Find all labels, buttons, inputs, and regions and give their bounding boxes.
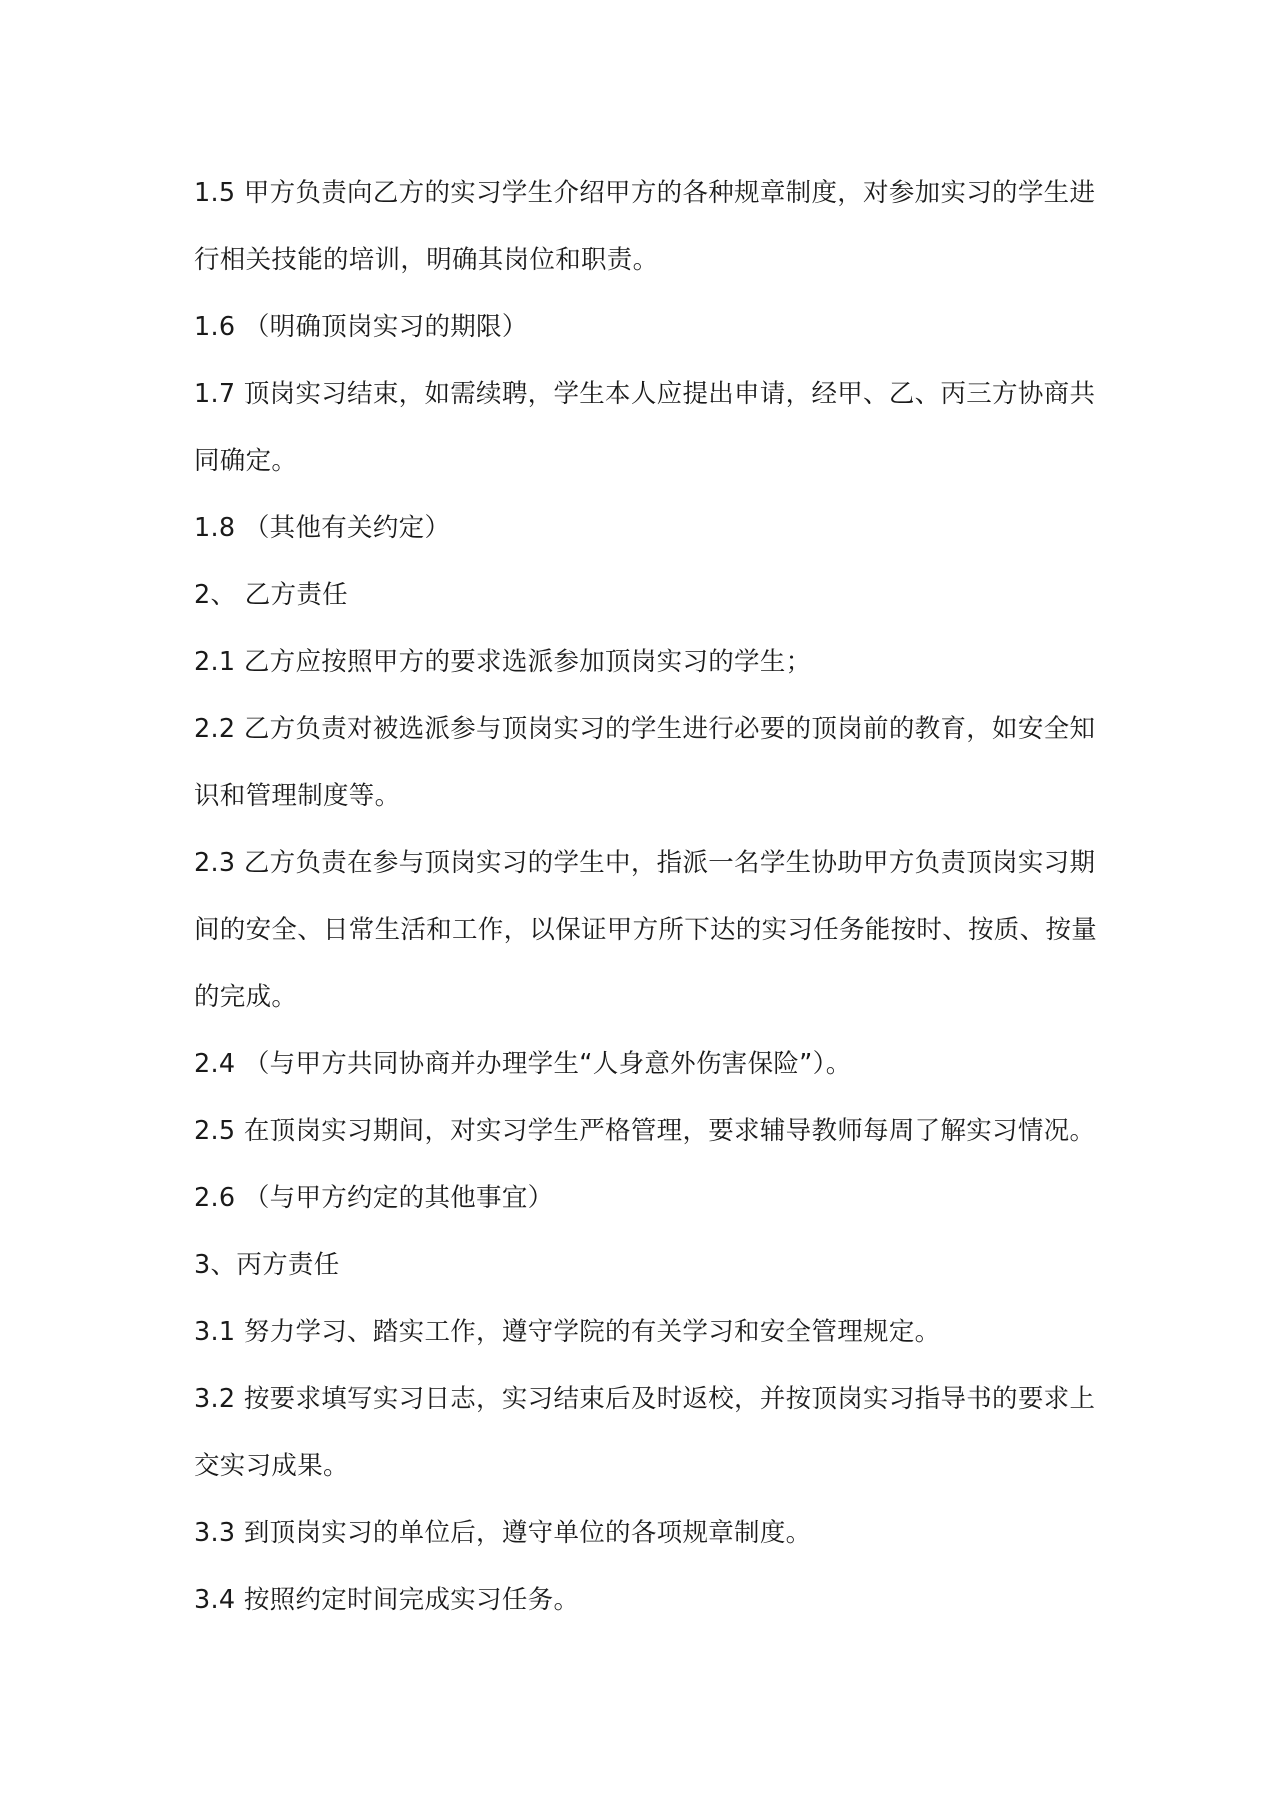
- text-line: 3.4 按照约定时间完成实习任务。: [194, 1585, 580, 1615]
- text-line: 的完成。: [194, 982, 298, 1012]
- text-line: 2.2 乙方负责对被选派参与顶岗实习的学生进行必要的顶岗前的教育，如安全知: [194, 714, 1096, 744]
- text-line: 1.5 甲方负责向乙方的实习学生介绍甲方的各种规章制度，对参加实习的学生进: [194, 178, 1096, 208]
- text-line: 1.7 顶岗实习结束，如需续聘，学生本人应提出申请，经甲、乙、丙三方协商共: [194, 379, 1096, 409]
- text-line: 2.3 乙方负责在参与顶岗实习的学生中，指派一名学生协助甲方负责顶岗实习期: [194, 848, 1096, 878]
- text-line: 交实习成果。: [194, 1451, 349, 1481]
- text-line: 3.1 努力学习、踏实工作，遵守学院的有关学习和安全管理规定。: [194, 1317, 941, 1347]
- text-line: 1.8 （其他有关约定）: [194, 513, 451, 543]
- text-line: 3.2 按要求填写实习日志，实习结束后及时返校，并按顶岗实习指导书的要求上: [194, 1384, 1096, 1414]
- document-body: [194, 160, 1098, 1634]
- text-line: 同确定。: [194, 446, 298, 476]
- text-line: 3.3 到顶岗实习的单位后，遵守单位的各项规章制度。: [194, 1518, 812, 1548]
- text-line: 行相关技能的培训，明确其岗位和职责。: [194, 245, 659, 275]
- text-line: 2.1 乙方应按照甲方的要求选派参加顶岗实习的学生；: [194, 647, 812, 677]
- text-line: 间的安全、日常生活和工作，以保证甲方所下达的实习任务能按时、按质、按量: [194, 915, 1098, 945]
- text-line: 1.6 （明确顶岗实习的期限）: [194, 312, 528, 342]
- section-heading: 3、丙方责任: [194, 1250, 340, 1280]
- text-line: 2.6 （与甲方约定的其他事宜）: [194, 1183, 554, 1213]
- text-line: 识和管理制度等。: [194, 781, 401, 811]
- text-line: 2.4 （与甲方共同协商并办理学生“人身意外伤害保险”）。: [194, 1049, 852, 1079]
- section-heading: 2、 乙方责任: [194, 580, 348, 610]
- text-line: 2.5 在顶岗实习期间，对实习学生严格管理，要求辅导教师每周了解实习情况。: [194, 1116, 1096, 1146]
